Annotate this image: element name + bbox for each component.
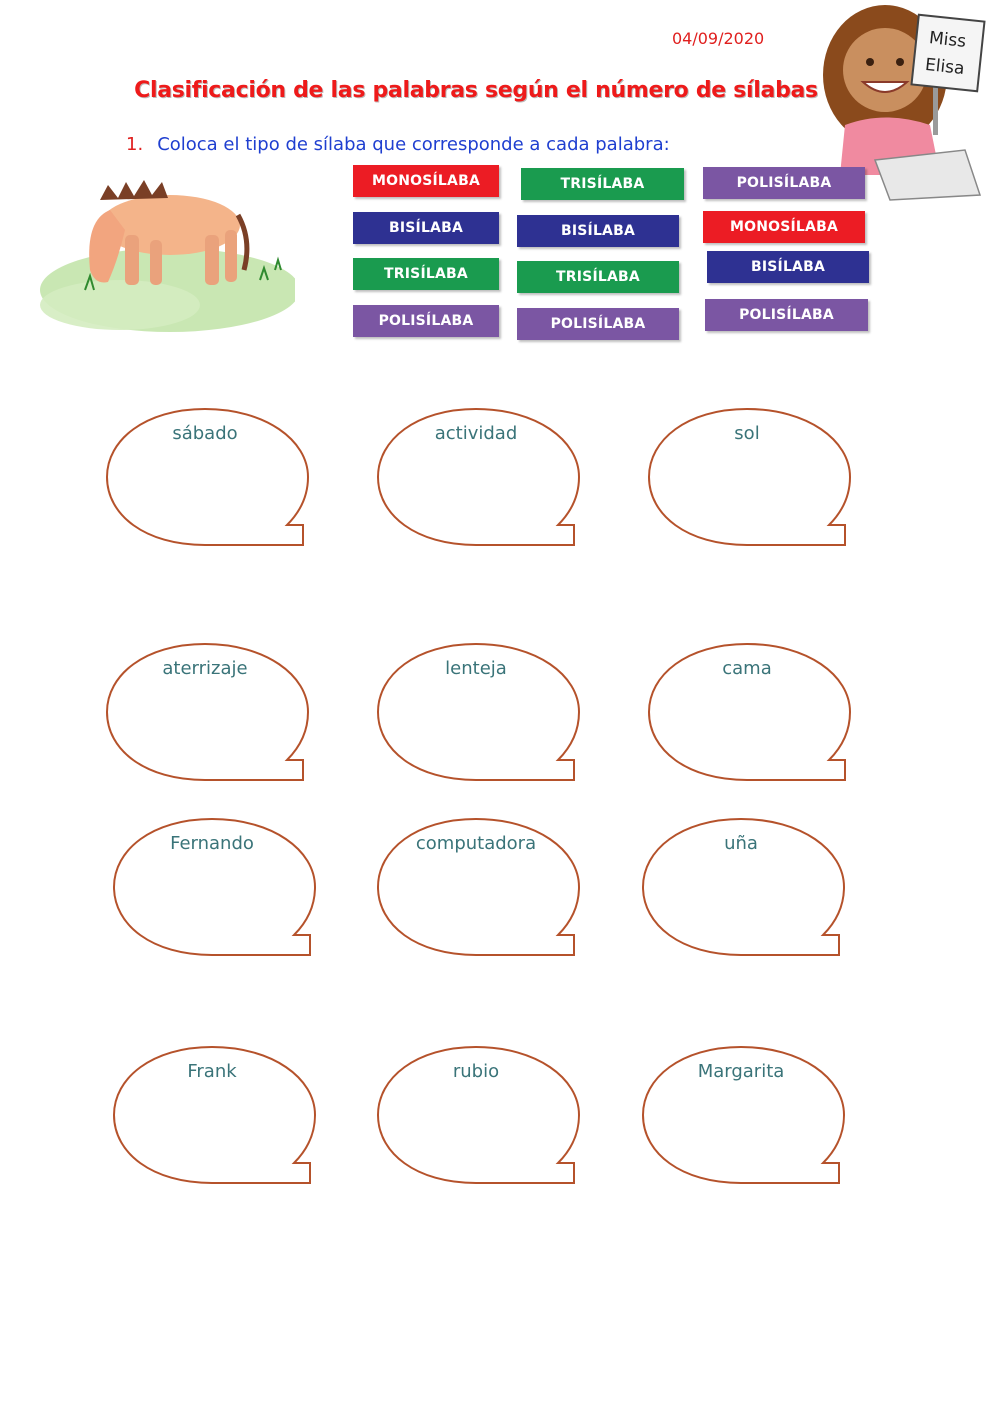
donkey-illustration	[30, 170, 295, 340]
answer-drop-zone[interactable]	[396, 865, 561, 935]
word-label: Margarita	[697, 1061, 785, 1082]
word-bubble	[647, 405, 857, 555]
word-bubble	[376, 405, 586, 555]
answer-drop-zone[interactable]	[661, 865, 826, 935]
chip-trisilaba[interactable]: TRISÍLABA	[353, 258, 499, 290]
word-bubble	[112, 1043, 322, 1193]
chip-polisilaba[interactable]: POLISÍLABA	[705, 299, 868, 331]
answer-drop-zone[interactable]	[667, 690, 832, 760]
word-label: cama	[722, 658, 772, 679]
word-label: computadora	[415, 833, 537, 854]
chip-polisilaba[interactable]: POLISÍLABA	[517, 308, 679, 340]
answer-drop-zone[interactable]	[661, 1093, 826, 1163]
word-bubble	[641, 815, 851, 965]
word-label: sol	[734, 423, 760, 444]
word-bubble	[376, 815, 586, 965]
sign-line-2: Elisa	[924, 54, 966, 80]
word-bubble	[105, 405, 315, 555]
word-label: sábado	[172, 423, 238, 444]
word-label: rubio	[452, 1061, 500, 1082]
instruction	[126, 134, 670, 155]
word-label: aterrizaje	[162, 658, 248, 679]
sign-line-1: Miss	[928, 28, 968, 52]
date: 04/09/2020	[672, 29, 765, 48]
instruction-number: 1.	[126, 134, 144, 155]
answer-drop-zone[interactable]	[125, 690, 290, 760]
word-label: lenteja	[445, 658, 507, 679]
chip-polisilaba[interactable]: POLISÍLABA	[353, 305, 499, 337]
chip-trisilaba[interactable]: TRISÍLABA	[521, 168, 684, 200]
page-title: Clasificación de las palabras según el número de sílabas	[134, 78, 818, 103]
answer-drop-zone[interactable]	[396, 690, 561, 760]
answer-drop-zone[interactable]	[132, 865, 297, 935]
word-bubble	[647, 640, 857, 790]
answer-drop-zone[interactable]	[132, 1093, 297, 1163]
chip-trisilaba[interactable]: TRISÍLABA	[517, 261, 679, 293]
answer-drop-zone[interactable]	[667, 455, 832, 525]
answer-drop-zone[interactable]	[396, 455, 561, 525]
chip-bisilaba[interactable]: BISÍLABA	[353, 212, 499, 244]
word-bubble	[641, 1043, 851, 1193]
answer-drop-zone[interactable]	[396, 1093, 561, 1163]
word-bubble	[112, 815, 322, 965]
chip-monosilaba[interactable]: MONOSÍLABA	[703, 211, 865, 243]
word-bubble	[105, 640, 315, 790]
chip-monosilaba[interactable]: MONOSÍLABA	[353, 165, 499, 197]
answer-drop-zone[interactable]	[125, 455, 290, 525]
word-label: Frank	[187, 1061, 237, 1082]
word-bubble	[376, 640, 586, 790]
chip-bisilaba[interactable]: BISÍLABA	[517, 215, 679, 247]
word-bubble	[376, 1043, 586, 1193]
chip-bisilaba[interactable]: BISÍLABA	[707, 251, 869, 283]
chip-polisilaba[interactable]: POLISÍLABA	[703, 167, 865, 199]
word-label: Fernando	[170, 833, 254, 854]
word-label: uña	[724, 833, 758, 854]
word-label: actividad	[434, 423, 518, 444]
instruction-text: Coloca el tipo de sílaba que corresponde a cada palabra:	[157, 134, 670, 155]
